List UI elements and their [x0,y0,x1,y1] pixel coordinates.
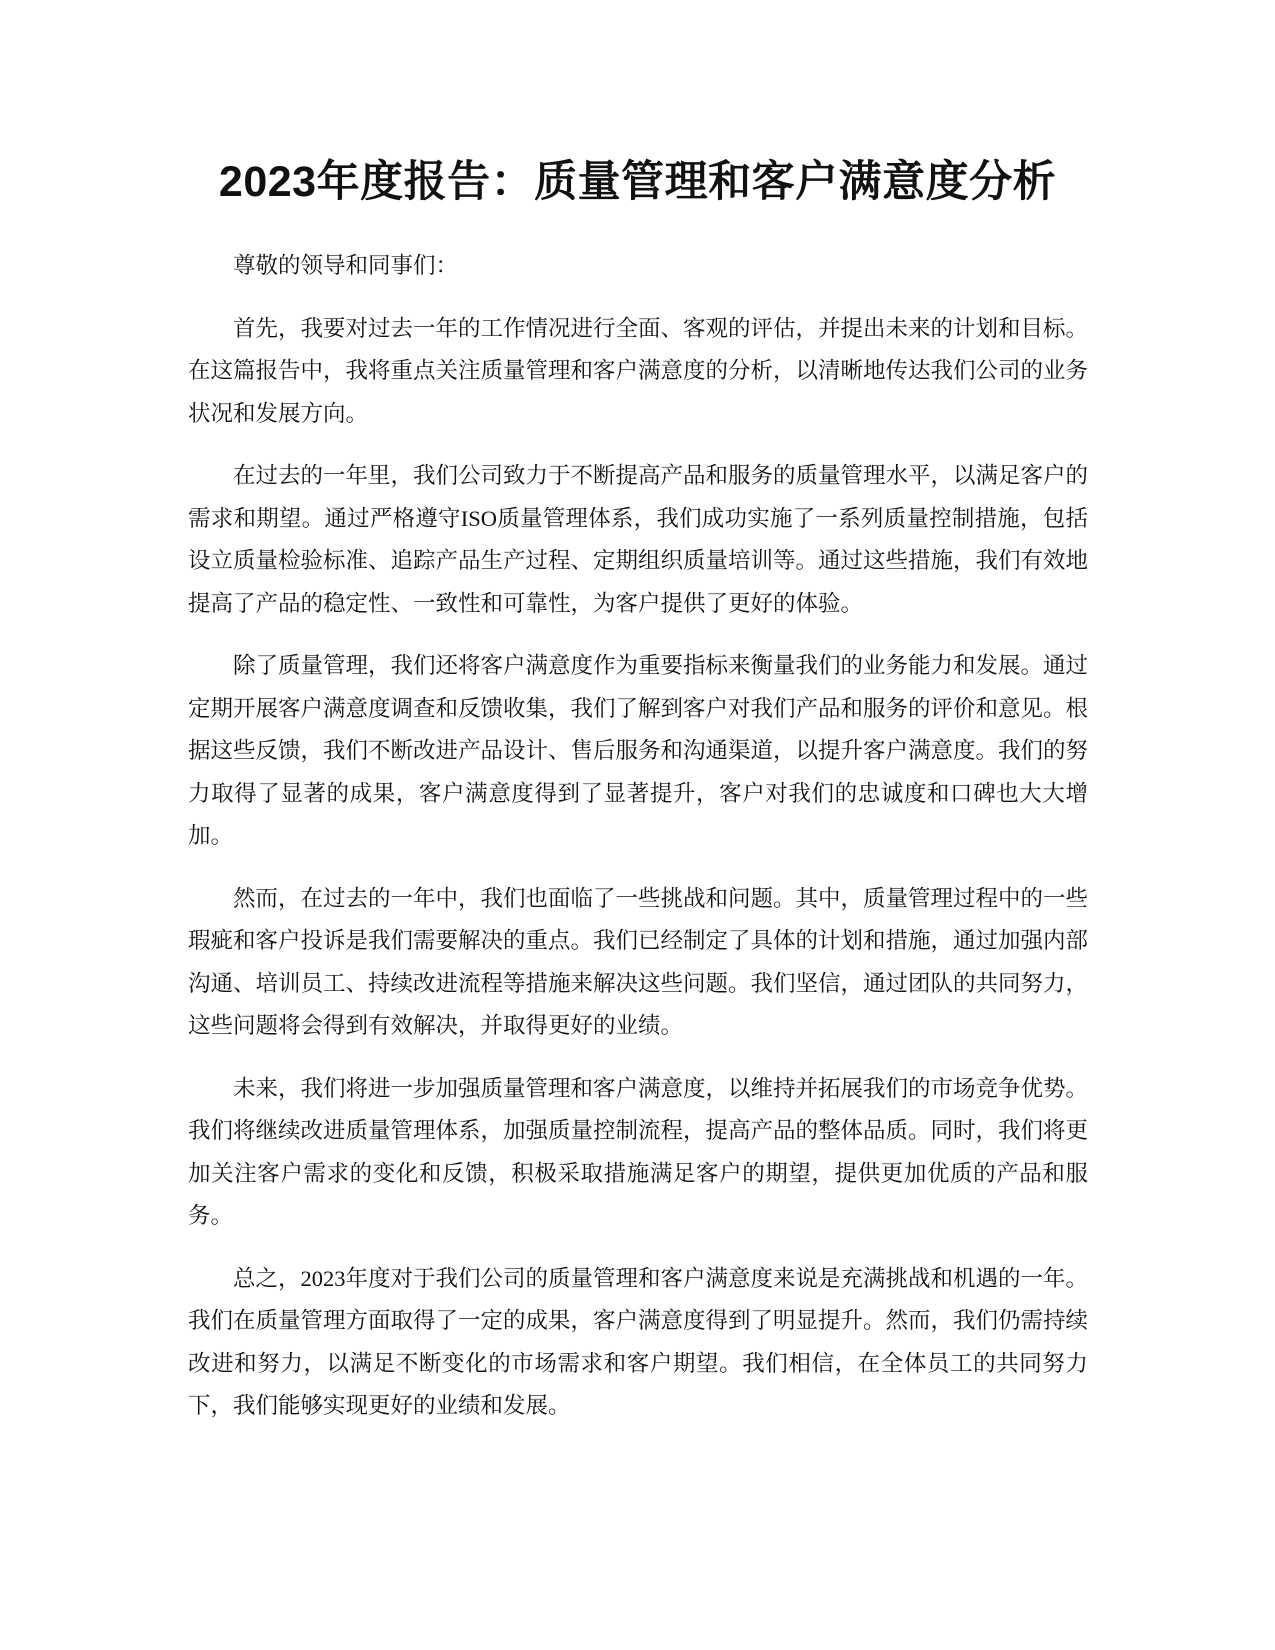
salutation-paragraph: 尊敬的领导和同事们： [233,253,459,278]
page-title: 2023年度报告：质量管理和客户满意度分析 [218,158,1057,206]
intro-paragraph: 首先，我要对过去一年的工作情况进行全面、客观的评估，并提出未来的计划和目标。在这篇报告中，我将重点关注质量管理和客户满意度的分析，以清晰地传达我们公司的业务状况和发展方向。 [188,315,1089,426]
conclusion-paragraph: 总之，2023年度对于我们公司的质量管理和客户满意度来说是充满挑战和机遇的一年。我们在质量管理方面取得了一定的成果，客户满意度得到了明显提升。然而，我们仍需持续改进和努力，以满足不断变化的市场需求和客户期望。我们相信，在全体员工的共同努力下，我们能够实现更好的业绩和发展。 [188,1265,1089,1418]
document-body [188,245,1088,1448]
future-plans-paragraph: 未来，我们将进一步加强质量管理和客户满意度，以维持并拓展我们的市场竞争优势。我们将继续改进质量管理体系，加强质量控制流程，提高产品的整体品质。同时，我们将更加关注客户需求的变化和反馈，积极采取措施满足客户的期望，提供更加优质的产品和服务。 [188,1075,1089,1228]
quality-management-paragraph: 在过去的一年里，我们公司致力于不断提高产品和服务的质量管理水平，以满足客户的需求和期望。通过严格遵守ISO质量管理体系，我们成功实施了一系列质量控制措施，包括设立质量检验标准、追踪产品生产过程、定期组织质量培训等。通过这些措施，我们有效地提高了产品的稳定性、一致性和可靠性，为客户提供了更好的体验。 [188,463,1089,616]
customer-satisfaction-paragraph: 除了质量管理，我们还将客户满意度作为重要指标来衡量我们的业务能力和发展。通过定期开展客户满意度调查和反馈收集，我们了解到客户对我们产品和服务的评价和意见。根据这些反馈，我们不断改进产品设计、售后服务和沟通渠道，以提升客户满意度。我们的努力取得了显著的成果，客户满意度得到了显著提升，客户对我们的忠诚度和口碑也大大增加。 [188,653,1089,848]
challenges-paragraph: 然而，在过去的一年中，我们也面临了一些挑战和问题。其中，质量管理过程中的一些瑕疵和客户投诉是我们需要解决的重点。我们已经制定了具体的计划和措施，通过加强内部沟通、培训员工、持续改进流程等措施来解决这些问题。我们坚信，通过团队的共同努力，这些问题将会得到有效解决，并取得更好的业绩。 [188,885,1089,1038]
